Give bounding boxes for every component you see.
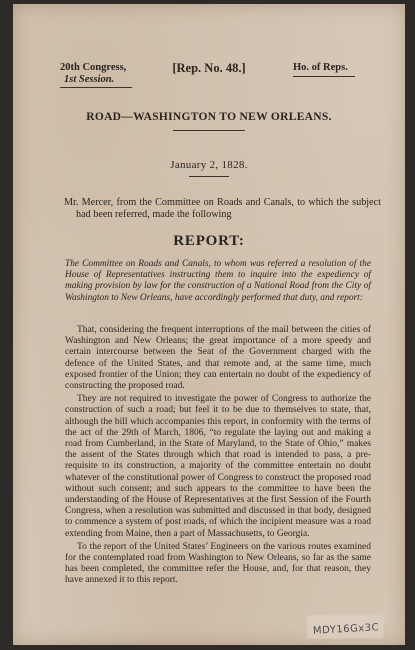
document-page — [13, 4, 405, 645]
report-body — [65, 325, 371, 589]
congress-label: 20th Congress, — [60, 62, 127, 73]
body-paragraph: To the report of the United States’ Engineers on the various routes examined for the contemplated road from Washington to New Orleans, so far as the same has been completed, the committee refer the House, and, for that reason, they have annexed it to this report. — [65, 541, 371, 586]
report-number: [Rep. No. 48.] — [172, 61, 246, 75]
body-paragraph: They are not required to investigate the power of Congress to authorize the construction of such a road; but feel it to be due to themselves to state, that, although the bill which accompanies this report, in conformity with the terms of the act of the 29th of March, 1806, “to regulate the laying out and making a road from Cumberland, in the State of Maryland, to the State of Ohio,” makes the assent of the States through which that road is intended to pass, a pre-requisite to its construction, a majority of the committee entertain no doubt whatever of the constitutional power of Congress to construct the proposed road without such consent; and such appears to the committee to have been the understanding of the House of Representatives at the first Session of the Fourth Congress, when a resolution was submitted and discussed in that body, designed to commence a system of post roads, of which the incipient measure was a road extending from Maine, then a part of Massachusetts, to Georgia. — [65, 394, 371, 539]
handwritten-note: MDY16Gx3C — [312, 622, 380, 637]
intro-paragraph: Mr. Mercer, from the Committee on Roads and Canals, to which the subject had been referred, made the following — [64, 197, 381, 220]
session-label: 1st Session. — [64, 74, 115, 85]
report-heading: REPORT: — [173, 233, 245, 249]
committee-paragraph: The Committee on Roads and Canals, to whom was referred a resolution of the House of Representatives instructing them to inquire into the expediency of making provision by law for the construction of a National Road from the City of Washington to New Orleans, have accordingly performed that duty, and report: — [65, 259, 371, 303]
date-divider — [189, 176, 229, 177]
body-paragraph: That, considering the frequent interruptions of the mail between the cities of Washington and New Orleans; the great importance of a more speedy and certain intercourse between the Seat of the Government charged with the defence of the United States, and that remote and, at the same time, much exposed frontier of the Union; they can entertain no doubt of the expediency of constructing the proposed road. — [65, 325, 371, 392]
house-label-block — [293, 62, 355, 77]
title-divider — [173, 130, 245, 131]
document-title: ROAD—WASHINGTON TO NEW ORLEANS. — [86, 111, 332, 123]
report-date: January 2, 1828. — [170, 159, 248, 171]
house-label: Ho. of Reps. — [293, 62, 348, 73]
session-underline — [60, 87, 132, 88]
house-underline — [293, 76, 355, 77]
